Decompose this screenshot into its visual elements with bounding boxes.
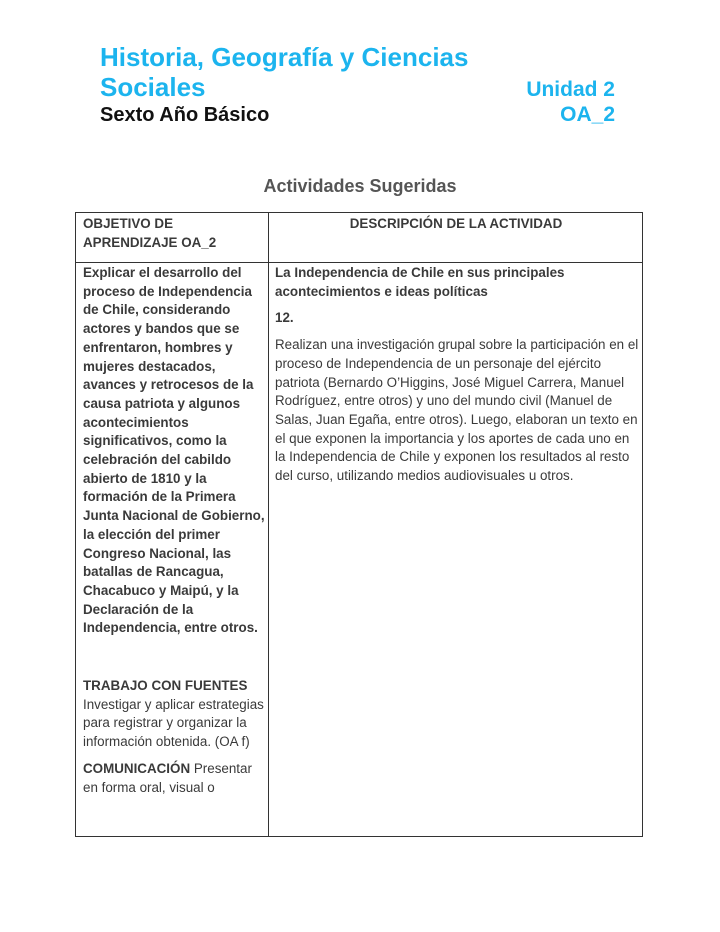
skill-communication-text: Presentar en forma oral, visual o — [83, 760, 252, 795]
objective-cell — [83, 264, 265, 797]
header-description: DESCRIPCIÓN DE LA ACTIVIDAD — [349, 216, 563, 231]
objective-text: Explicar el desarrollo del proceso de Independencia de Chile, considerando actores y bandos que se enfrentaron, hombres y mujeres destacados, avances y retrocesos de la causa patriota y algunos acontecimientos significativos, como la celebración del cabildo abierto de 1810 y la formación de la Primera Junta Nacional de Gobierno, la elección del primer Congreso Nacional, las batallas de Rancagua, Chacabuco y Maipú, y la Declaración de la Independencia, entre otros. — [83, 265, 265, 636]
activity-cell — [275, 264, 639, 486]
activity-description: Realizan una investigación grupal sobre la participación en el proceso de Independencia de un personaje del ejército patriota (Bernardo O’Higgins, José Miguel Carrera, Manuel Rodríguez, entre otros) y uno del mundo civil (Manuel de Salas, Juan Egaña, entre otros). Luego, elaboran un texto en el que exponen la importancia y los aportes de cada uno en la Independencia de Chile y exponen los resultados al resto del curso, utilizando medios audiovisuales u otros. — [275, 337, 639, 484]
skill-sources-label: TRABAJO CON FUENTES — [83, 678, 248, 694]
subject-title-line2: Sociales — [100, 72, 206, 102]
document-header — [100, 42, 620, 127]
subject-title-line1: Historia, Geografía y Ciencias — [100, 42, 469, 72]
skill-sources — [83, 677, 265, 752]
grade-label: Sexto Año Básico — [100, 104, 270, 126]
activity-number: 12. — [275, 310, 294, 326]
header-divider — [76, 262, 642, 263]
subject-row — [100, 72, 620, 102]
skill-sources-text: Investigar y aplicar estrategias para registrar y organizar la información obtenida. (OA f) — [83, 696, 264, 750]
oa-label: OA_2 — [560, 103, 615, 126]
grade-row — [100, 103, 620, 127]
activities-table — [75, 212, 643, 837]
skill-communication-label: COMUNICACIÓN — [83, 760, 191, 776]
unit-label: Unidad 2 — [526, 78, 615, 101]
activity-title: La Independencia de Chile en sus principales acontecimientos e ideas políticas — [275, 265, 565, 299]
column-divider — [268, 213, 269, 836]
skill-communication — [83, 760, 265, 797]
header-objective: OBJETIVO DE APRENDIZAJE OA_2 — [83, 216, 217, 250]
section-title: Actividades Sugeridas — [263, 176, 457, 196]
